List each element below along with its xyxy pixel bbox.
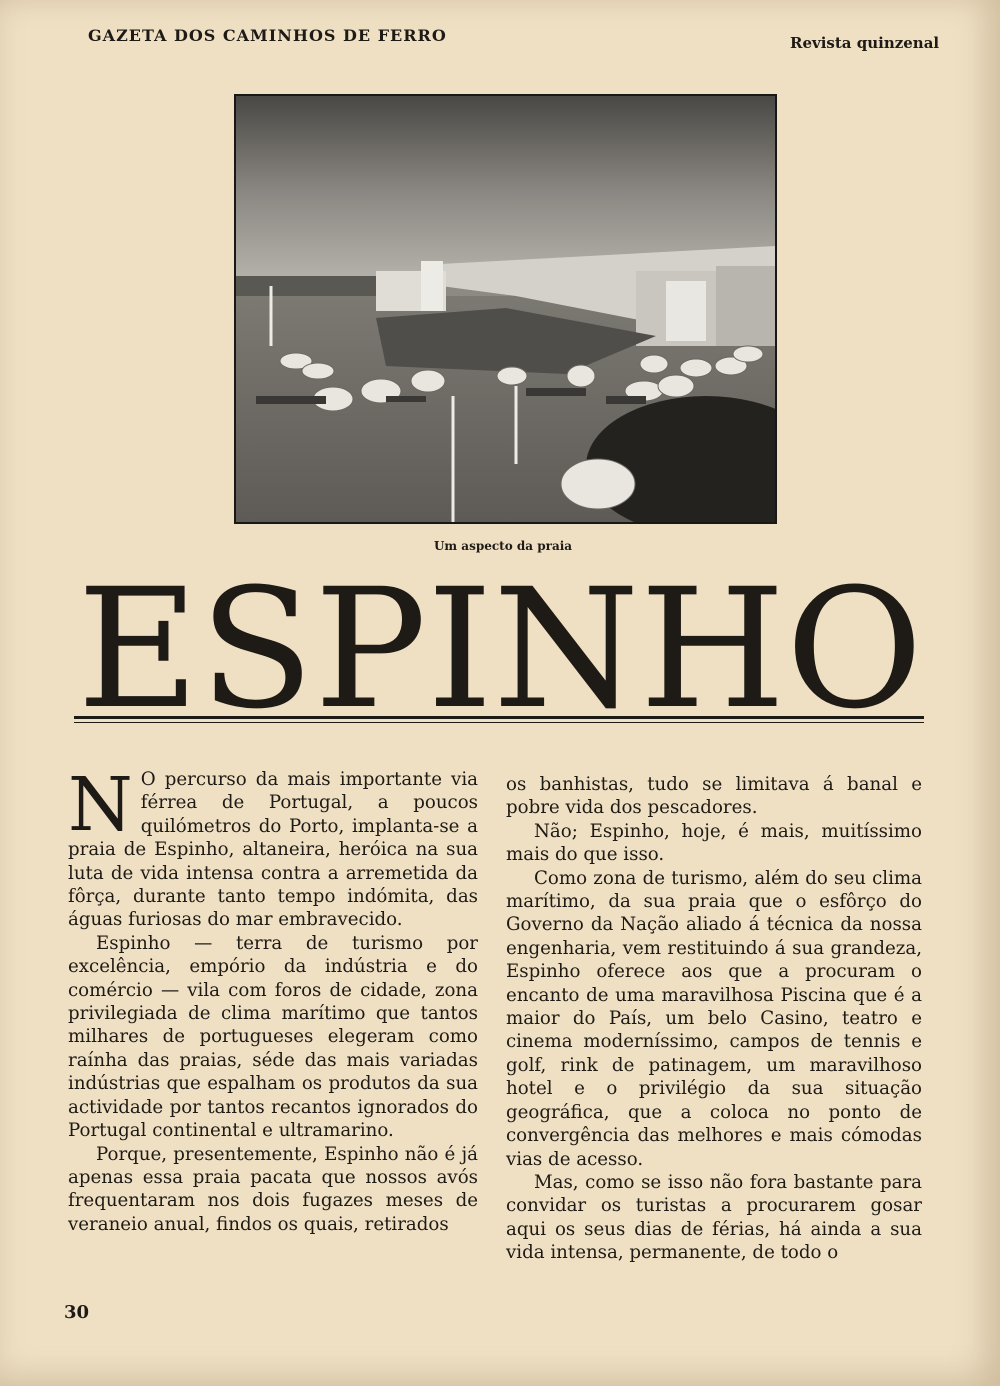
publication-title: GAZETA DOS CAMINHOS DE FERRO (88, 26, 447, 45)
article-column-left (68, 762, 478, 1236)
article-paragraph: Como zona de turismo, além do seu clima marítimo, da sua praia que o esfôrço do Governo da Nação aliado á técnica da nossa engenharia, vem restituindo á sua grandeza, Espinho oferece aos que a procuram o encanto de uma maravilhosa Piscina que é a maior do País, um belo Casino, teatro e cinema moderníssimo, campos de tennis e golf, rink de patinagem, um maravilhoso hotel e o privilégio da sua situação geográfica, que a coloca no ponto de convergência das melhores e mais cómodas vias de acesso. (506, 867, 922, 1170)
article-column-right (506, 773, 922, 1265)
publication-subtitle: Revista quinzenal (790, 34, 940, 52)
title-rule-thin (74, 722, 924, 723)
article-paragraph: Não; Espinho, hoje, é mais, muitíssimo mais do que isso. (506, 820, 922, 866)
article-paragraph: Espinho — terra de turismo por excelência, empório da indústria e do comércio — vila com foros de cidade, zona privilegiada de clima marítimo que tantos milhares de portugueses elegeram como raínha das praias, séde das mais variadas indústrias que espalham os produtos da sua actividade por tantos recantos ignorados do Portugal continental e ultramarino. (68, 932, 478, 1142)
article-title (74, 582, 926, 712)
article-title-text: ESPINHO (77, 582, 923, 712)
article-paragraph: Porque, presentemente, Espinho não é já apenas essa praia pacata que nossos avós frequentaram nos dois fugazes meses de veraneio anual, findos os quais, retirados (68, 1143, 478, 1235)
beach-photo (234, 94, 777, 524)
article-paragraph: os banhistas, tudo se limitava á banal e pobre vida dos pescadores. (506, 774, 922, 819)
drop-cap: N (68, 762, 133, 848)
title-rule-thick (74, 716, 924, 719)
photo-caption: Um aspecto da praia (433, 539, 573, 553)
article-paragraph: Mas, como se isso não fora bastante para convidar os turistas a procurarem gosar aqui os seus dias de férias, há ainda a sua vida intensa, permanente, de todo o (506, 1171, 922, 1264)
page-number: 30 (64, 1302, 90, 1323)
article-paragraph: N O percurso da mais importante via férrea de Portugal, a poucos quilómetros do Porto, implanta-se a praia de Espinho, altaneira, heróica na sua luta de vida intensa contra a arremetida da fôrça, durante tanto tempo indómita, das águas furiosas do mar embravecido. (68, 762, 478, 931)
